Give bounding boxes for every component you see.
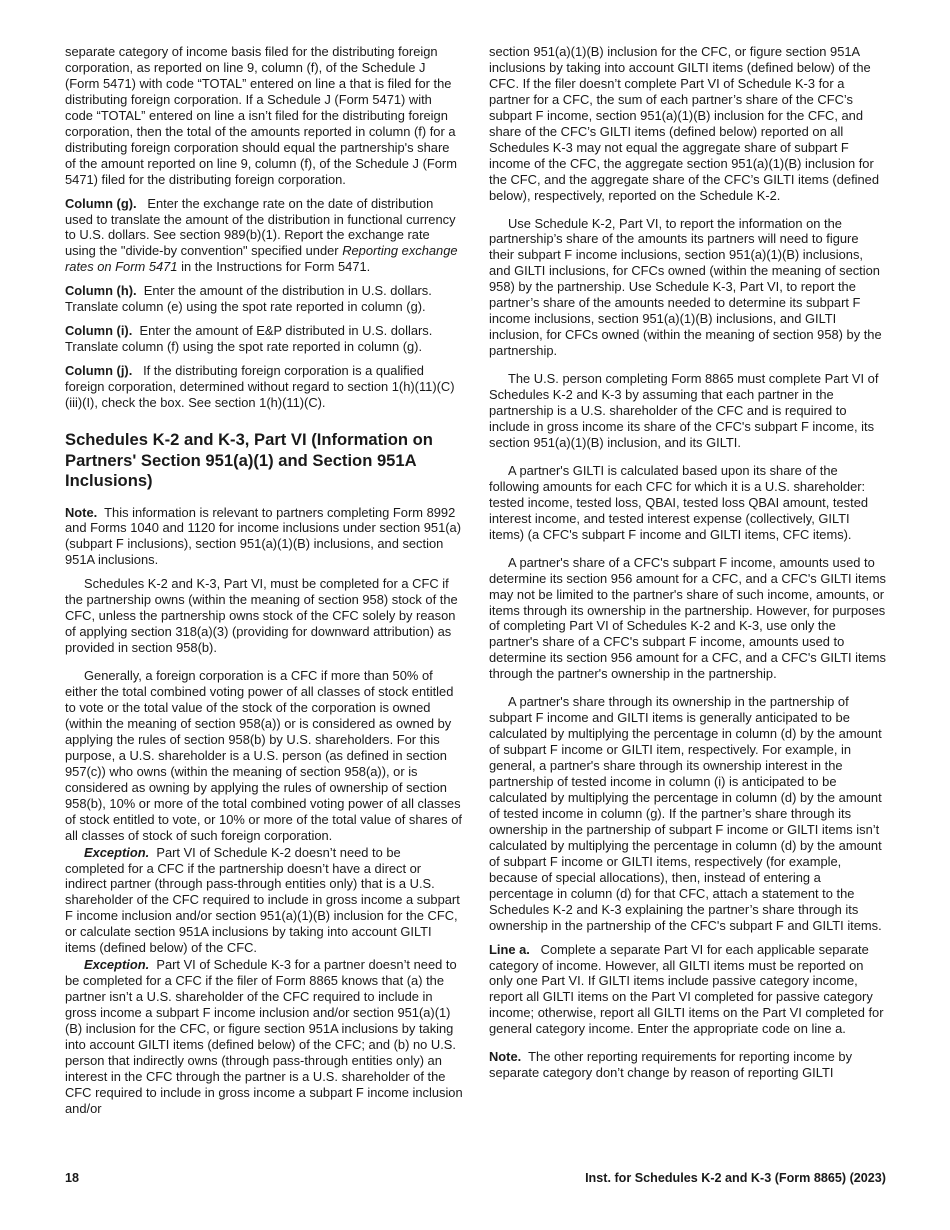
document-title-footer: Inst. for Schedules K-2 and K-3 (Form 8865) (2023) — [585, 1171, 886, 1185]
paragraph-exception-1 — [65, 845, 463, 957]
paragraph-intro: separate category of income basis filed for the distributing foreign corporation, as reported on line 9, column (f), of the Schedule J (Form 5471) with code “TOTAL” entered on line a that is filed for the distributing foreign corporation. If a Schedule J (Form 5471) with code “TOTAL” entered on line a isn’t filed for the distributing foreign corporation, then the total of the amounts reported in column (f) for a distributing foreign corporation should equal the partnership's share of the amount reported on line 9, column (f), of the Schedule J (Form 5471) filed for the distributing foreign corporation. — [65, 44, 457, 187]
paragraph-note-right — [489, 1049, 887, 1081]
paragraph-column-i — [65, 323, 463, 355]
column-g-italic-ref: Reporting exchange rates on Form 5471 — [65, 243, 458, 275]
exception-1-text: Part VI of Schedule K-2 doesn’t need to be completed for a CFC if the partnership doesn’t have a direct or indirect partner (through pass-through entities only) that is a U.S. shareholder of the CFC required to include in gross income a subpart F income inclusion and/or section 951(a)(1)(B) inclusion for the CFC, or calculate section 951A inclusions by taking into account GILTI items (defined below) of the CFC. — [65, 844, 460, 956]
page-number: 18 — [65, 1171, 80, 1185]
line-a-text: Complete a separate Part VI for each applicable separate category of income. However, all GILTI items must be reported on only one Part VI. If GILTI items include passive category income, report all GILTI items on the Part VI completed for passive category income; otherwise, report all GILTI items on the Part VI completed for general category income. Enter the appropriate code on line a. — [489, 941, 884, 1037]
paragraph-continued: section 951(a)(1)(B) inclusion for the CFC, or figure section 951A inclusions by taking into account GILTI items (defined below) of the CFC. If the filer doesn’t complete Part VI of Schedule K-3 for a partner for a CFC, the sum of each partner’s share of the CFC’s subpart F income, section 951(a)(1)(B) inclusion for the CFC, and share of the CFC’s GILTI items (defined below) reported on all Schedules K-3 may not equal the aggregate share of subpart F income of the CFC, the aggregate section 951(a)(1)(B) inclusion for the CFC, and the aggregate share of the CFC’s GILTI items (defined below), respectively, reported on the Schedule K-2. — [489, 44, 880, 203]
column-i-text: Enter the amount of E&P distributed in U.S. dollars. Translate column (f) using the spot rate reported in column (g). — [65, 323, 433, 355]
column-h-lead: Column (h). — [65, 283, 137, 299]
paragraph-column-j — [65, 363, 463, 411]
paragraph-column-h — [65, 283, 463, 315]
column-j-lead: Column (j). — [65, 363, 133, 379]
section-heading: Schedules K-2 and K-3, Part VI (Information on Partners' Section 951(a)(1) and Section 951A Inclusions) — [65, 430, 433, 491]
paragraph-generally: Generally, a foreign corporation is a CFC if more than 50% of either the total combined voting power of all classes of stock entitled to vote or the total value of the stock of the corporation is owned (within the meaning of section 958(a)) or is considered as owned by applying the rules of section 958(b) by U.S. shareholders. For this purpose, a U.S. shareholder is a U.S. person (as defined in section 957(c)) who owns (within the meaning of section 958(a)), or is considered as owning by applying the rules of ownership of section 958(b), 10% or more of the total combined voting power of all classes of stock entitled to vote, or 10% or more of the total value of shares of all classes of stock of such foreign corporation. — [65, 668, 462, 843]
paragraph-note — [65, 505, 463, 569]
column-g-text: Enter the exchange rate on the date of distribution used to translate the amount of the distribution in functional currency to U.S. dollars. See section 989(b)(1). Report the exchange rate using the "divide-by convention" specified under — [65, 195, 456, 259]
left-column — [65, 44, 463, 1118]
note-text: This information is relevant to partners completing Form 8992 and Forms 1040 and 1120 for income inclusions under section 951(a) (subpart F inclusions), section 951(a)(1)(B) inclusions, and section 951A inclusions. — [65, 504, 462, 568]
note-right-text: The other reporting requirements for reporting income by separate category don’t change by reason of reporting GILTI — [489, 1049, 853, 1081]
exception-2-lead: Exception. — [84, 957, 150, 973]
right-column — [489, 44, 887, 1089]
paragraph-line-a — [489, 942, 887, 1038]
paragraph-share-through: A partner's share through its ownership in the partnership of subpart F income and GILTI items is generally anticipated to be calculated by multiplying the percentage in column (d) by the amount of subpart F income or GILTI item, respectively. For example, in general, a partner's share through its ownership interest in the partnership of tested income in column (i) is anticipated to be calculated by multiplying the percentage in column (d) by the amount of tested income in column (g). If the partner’s share through its ownership in the partnership of subpart F income or GILTI items isn’t calculated by multiplying the percentage in column (d) by the amount of subpart F income or GILTI items, respectively (for example, because of special allocations), then, instead of entering a percentage in column (d) for that CFC, attach a statement to the Schedules K-2 and K-3 explaining the partner’s share through its ownership in the partnership of the CFC's subpart F and GILTI items. — [489, 694, 882, 933]
note-lead: Note. — [65, 504, 98, 520]
paragraph-use-schedules: Use Schedule K-2, Part VI, to report the information on the partnership’s share of the amounts its partners will need to figure their subpart F income inclusions, section 951(a)(1)(B) inclusions, and GILTI inclusions, for CFCs owned (within the meaning of section 958) by the partnership. Use Schedule K-3, Part VI, to report the partner’s share of the amounts needed to determine its subpart F income inclusions, section 951(a)(1)(B) inclusions, and GILTI inclusion, for CFCs owned (within the meaning of section 958) by the partnership. — [489, 215, 882, 359]
paragraph-must-complete: Schedules K-2 and K-3, Part VI, must be completed for a CFC if the partnership owns (within the meaning of section 958) stock of the CFC, unless the partnership owns stock of the CFC solely by reason of applying section 318(a)(3) (providing for downward attribution) as provided in section 958(b). — [65, 576, 458, 656]
paragraph-us-person: The U.S. person completing Form 8865 must complete Part VI of Schedules K-2 and K-3 by assuming that each partner in the partnership is a U.S. shareholder of the CFC and is required to include in gross income its share of the CFC's subpart F income, its section 951(a)(1)(B) inclusion, and its GILTI. — [489, 371, 879, 450]
column-g-lead: Column (g). — [65, 195, 137, 211]
exception-1-lead: Exception. — [84, 844, 150, 860]
paragraph-exception-2 — [65, 957, 463, 1117]
paragraph-column-g — [65, 196, 463, 276]
exception-2-text: Part VI of Schedule K-3 for a partner doesn’t need to be completed for a CFC if the filer of Form 8865 knows that (a) the partner isn’t a U.S. shareholder of the CFC required to include in gross income a subpart F income inclusion and/or section 951(a)(1)(B) inclusion for the CFC, or figure section 951A inclusions by taking into account GILTI items (defined below) of the CFC; and (b) no U.S. person that indirectly owns (through pass-through entities only) an interest in the CFC through the partner is a U.S. shareholder of the CFC required to include in gross income a subpart F income inclusion and/or — [65, 957, 463, 1116]
column-j-text: If the distributing foreign corporation is a qualified foreign corporation, determined without regard to section 1(h)(11)(C)(iii)(I), check the box. See section 1(h)(11)(C). — [65, 363, 455, 411]
line-a-lead: Line a. — [489, 941, 530, 957]
paragraph-gilti: A partner's GILTI is calculated based upon its share of the following amounts for each CFC for which it is a U.S. shareholder: tested income, tested loss, QBAI, tested loss QBAI amount, tested interest income, and tested interest expense (collectively, GILTI items) (a CFC's subpart F income and GILTI items, CFC items). — [489, 462, 869, 542]
column-i-lead: Column (i). — [65, 323, 133, 339]
column-g-text-end: in the Instructions for Form 5471. — [181, 259, 371, 275]
column-h-text: Enter the amount of the distribution in U.S. dollars. Translate column (e) using the spot rate reported in column (g). — [65, 283, 432, 315]
paragraph-partner-share: A partner's share of a CFC's subpart F income, amounts used to determine its section 956 amount for a CFC, and a CFC's GILTI items may not be limited to the partner's share of such income, amounts, or items through its ownership in the partnership. However, for purposes of completing Part VI of Schedules K-2 and K-3, use only the partner's share of a CFC's subpart F income, amounts used to determine its section 956 amount for a CFC, and a CFC's GILTI items through the partner's ownership in the partnership. — [489, 554, 886, 682]
note-right-lead: Note. — [489, 1049, 522, 1065]
